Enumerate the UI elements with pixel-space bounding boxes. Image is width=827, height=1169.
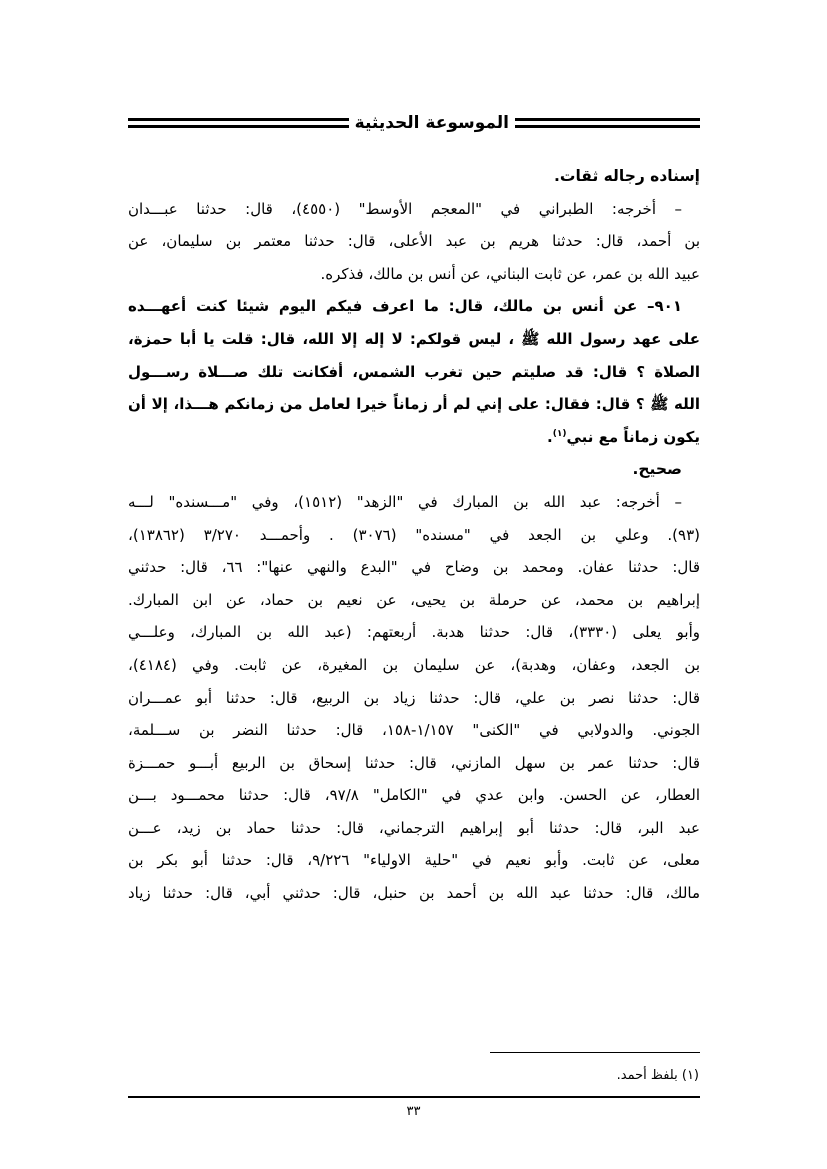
page-body xyxy=(128,160,700,910)
takhrij-1-line-2: بن أحمد، قال: حدثنا هريم بن عبد الأعلى، قال: حدثنا معتمر بن سليمان، عن xyxy=(128,232,700,251)
takhrij-2-line-13: مالك، قال: حدثنا عبد الله بن أحمد بن حنبل، قال: حدثني أبي، قال: حدثنا زياد xyxy=(128,884,700,903)
takhrij-1-line-1: – أخرجه: الطبراني في "المعجم الأوسط" (٤٥٥٠)، قال: حدثنا عبـــدان xyxy=(128,199,682,218)
footnote-text: (١) بلفظ أحمد. xyxy=(616,1068,699,1083)
hadith-901-line-2: على عهد رسول الله ﷺ ، ليس قولكم: لا إله إلا الله، قال: قلت يا أبا حمزة، xyxy=(128,329,700,348)
takhrij-2-line-11: عبد البر، قال: حدثنا أبو إبراهيم الترجماني، قال: حدثنا حماد بن زيد، عـــن xyxy=(128,818,700,837)
takhrij-2-line-12: معلى، عن ثابت. وأبو نعيم في "حلية الاولياء" ٩/٢٢٦، قال: حدثنا أبو بكر بن xyxy=(128,851,700,870)
takhrij-2-line-3: قال: حدثنا عفان. ومحمد بن وضاح في "البدع والنهي عنها": ٦٦، قال: حدثني xyxy=(128,558,701,577)
footnote-marker: (١) xyxy=(552,428,567,439)
header-title: الموسوعة الحديثية xyxy=(349,108,515,138)
takhrij-2-line-1: – أخرجه: عبد الله بن المبارك في "الزهد" (١٥١٢)، وفي "مـــسنده" لـــه xyxy=(128,492,682,511)
takhrij-2-line-7: قال: حدثنا نصر بن علي، قال: حدثنا زياد بن الربيع، قال: حدثنا أبو عمـــران xyxy=(128,688,700,707)
takhrij-2-line-6: بن الجعد، وعفان، وهدبة)، عن سليمان بن المغيرة، عن ثابت. وفي (٤١٨٤)، xyxy=(128,655,700,674)
hadith-901-line-1: ٩٠١– عن أنس بن مالك، قال: ما اعرف فيكم اليوم شيئا كنت أعهـــده xyxy=(128,297,682,316)
hadith-901-line-3: الصلاة ؟ قال: قد صليتم حين تغرب الشمس، أفكانت تلك صـــلاة رســـول xyxy=(128,362,700,381)
takhrij-2-line-9: قال: حدثنا عمر بن سهل المازني، قال: حدثنا إسحاق بن الربيع أبـــو حمـــزة xyxy=(128,753,700,772)
takhrij-2-line-10: العطار، عن الحسن. وابن عدي في "الكامل" ٩٧/٨، قال: حدثنا محمـــود بـــن xyxy=(128,786,700,805)
bottom-rule xyxy=(128,1096,700,1098)
takhrij-2-line-4: إبراهيم بن محمد، عن حرملة بن يحيى، عن نعيم بن حماد، عن ابن المبارك. xyxy=(128,590,700,609)
isnad-grade-1: إسناده رجاله ثقات. xyxy=(554,167,700,185)
hadith-901-end: يكون زماناً مع نبي xyxy=(566,427,700,446)
hadith-901-line-5: يكون زماناً مع نبي$^{(١)}$. xyxy=(547,427,700,446)
takhrij-1-line-3: عبيد الله بن عمر، عن ثابت البناني، عن أنس بن مالك، فذكره. xyxy=(320,264,700,283)
takhrij-2-line-2: (٩٣). وعلي بن الجعد في "مسنده" (٣٠٧٦) . وأحمـــد ٣/٢٧٠ (١٣٨٦٢)، xyxy=(128,525,700,544)
footnote-separator xyxy=(490,1052,700,1053)
running-header xyxy=(128,108,700,138)
takhrij-2-line-8: الجوني. والدولابي في "الكنى" ١/١٥٧-١٥٨، قال: حدثنا النضر بن ســـلمة، xyxy=(128,721,700,740)
page-number: ٣٣ xyxy=(406,1104,421,1119)
takhrij-2-line-5: وأبو يعلى (٣٣٣٠)، قال: حدثنا هدبة. أربعتهم: (عبد الله بن المبارك، وعلـــي xyxy=(128,623,700,642)
grade-sahih: صحيح. xyxy=(632,460,682,479)
hadith-901-line-4: الله ﷺ ؟ قال: فقال: على إني لم أر زماناً خيرا لعامل من زمانكم هـــذا، إلا أن xyxy=(128,395,700,414)
